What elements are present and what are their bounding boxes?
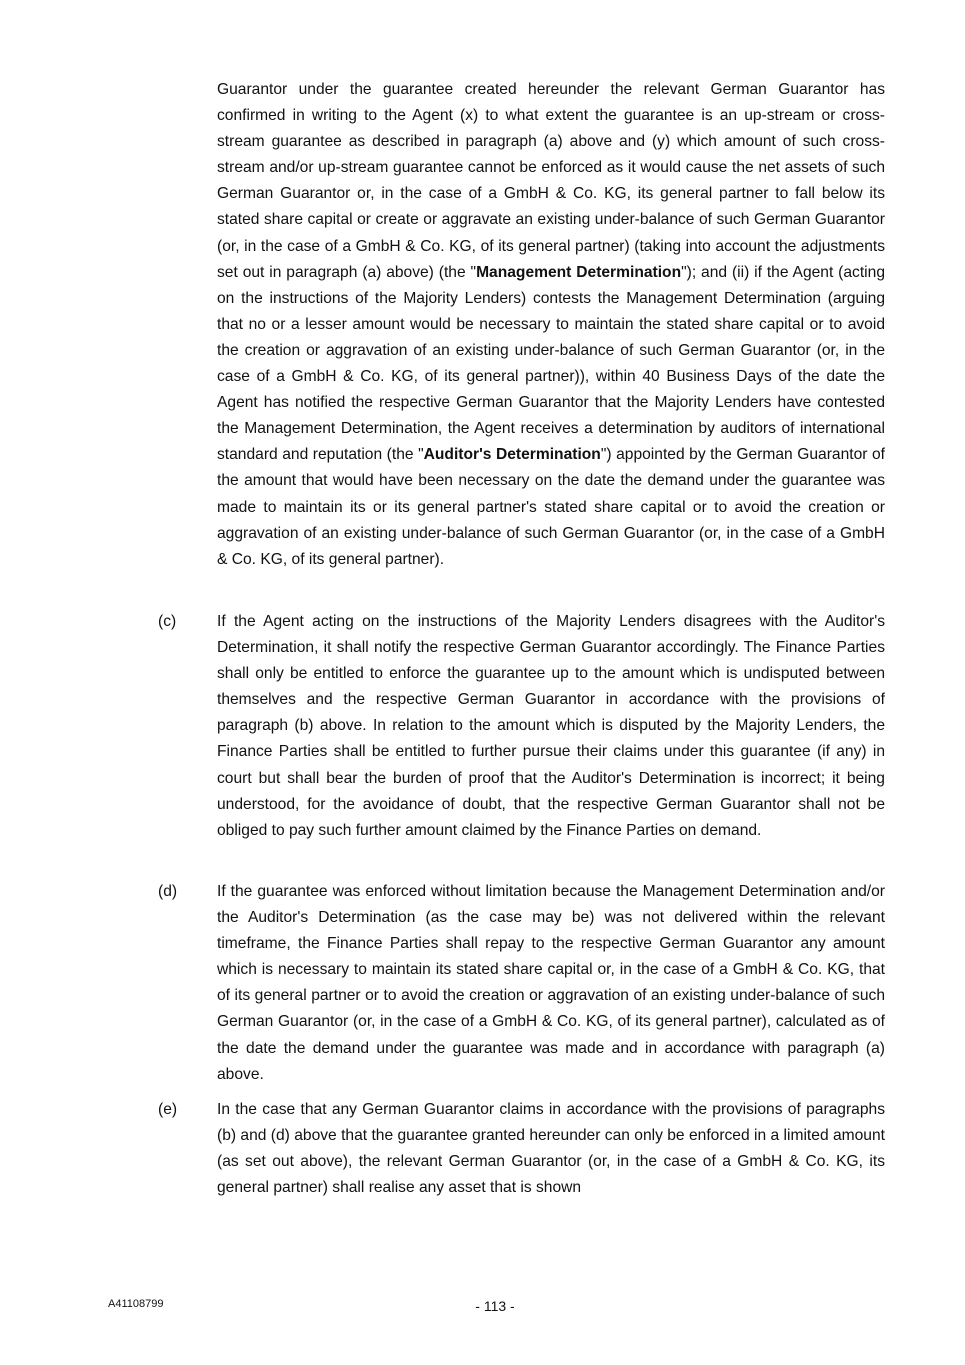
- paragraph-d-text: If the guarantee was enforced without limitation because the Management Determination and/or the Auditor's Determination (as the case may be) was not delivered within the relevant timeframe, the Finance Parties shall repay to the respective German Guarantor any amount which is necessary to maintain its stated share capital or, in the case of a GmbH & Co. KG, that of its general partner or to avoid the creation or aggravation of an existing under-balance of such German Guarantor (or, in the case of a GmbH & Co. KG, of its general partner), calculated as of the date the demand under the guarantee was made and in accordance with paragraph (a) above.: [217, 883, 885, 1083]
- paragraph-b-text-part3: ") appointed by the German Guarantor of the amount that would have been necessary on the date the demand under the guarantee was made to maintain its or its general partner's stated share capital or to avoid the creation or aggravation of an existing under-balance of such German Guarantor (or, in the case of a GmbH & Co. KG, of its general partner).: [217, 446, 886, 568]
- paragraph-c-label: (c): [158, 613, 177, 630]
- paragraph-e-label: (e): [158, 1101, 178, 1118]
- paragraph-e-text: In the case that any German Guarantor claims in accordance with the provisions of paragraphs (b) and (d) above that the guarantee granted hereunder can only be enforced in a limited amount (as set out above), the relevant German Guarantor (or, in the case of a GmbH & Co. KG, its general partner) shall realise any asset that is shown: [217, 1101, 885, 1197]
- page-number: - 113 -: [475, 1298, 515, 1314]
- paragraph-b-text-part1: Guarantor under the guarantee created hereunder the relevant German Guarantor has confirmed in writing to the Agent (x) to what extent the guarantee is an up-stream or cross-stream guarantee as described in paragraph (a) above and (y) which amount of such cross-stream and/or up-stream guarantee cannot be enforced as it would cause the net assets of such German Guarantor or, in the case of a GmbH & Co. KG, its general partner to fall below its stated share capital or create or aggravate an existing under-balance of such German Guarantor (or, in the case of a GmbH & Co. KG, of its general partner) (taking into account the adjustments set out in paragraph (a) above) (the ": [217, 81, 885, 281]
- defined-term-auditors-determination: Auditor's Determination: [423, 446, 601, 464]
- document-reference: A41108799: [108, 1298, 164, 1310]
- paragraph-c-text: If the Agent acting on the instructions of the Majority Lenders disagrees with the Auditor's Determination, it shall notify the respective German Guarantor accordingly. The Finance Parties shall only be entitled to enforce the guarantee up to the amount which is undisputed between themselves and the respective German Guarantor in accordance with the provisions of paragraph (b) above. In relation to the amount which is disputed by the Majority Lenders, the Finance Parties shall be entitled to further pursue their claims under this guarantee (if any) in court but shall bear the burden of proof that the Auditor's Determination is incorrect; it being understood, for the avoidance of doubt, that the respective German Guarantor shall not be obliged to pay such further amount claimed by the Finance Parties on demand.: [217, 613, 885, 839]
- paragraph-d-label: (d): [158, 883, 178, 900]
- paragraph-b-continued: [217, 77, 885, 573]
- defined-term-management-determination: Management Determination: [476, 263, 682, 281]
- paragraph-b-text-part2: "); and (ii) if the Agent (acting on the instructions of the Majority Lenders) contests the Management Determination (arguing that no or a lesser amount would be necessary to maintain the stated share capital or to avoid the creation or aggravation of an existing under-balance of such German Guarantor (or, in the case of a GmbH & Co. KG, of its general partner)), within 40 Business Days of the date the Agent has notified the respective German Guarantor that the Majority Lenders have contested the Management Determination, the Agent receives a determination by auditors of international standard and reputation (the ": [217, 263, 885, 464]
